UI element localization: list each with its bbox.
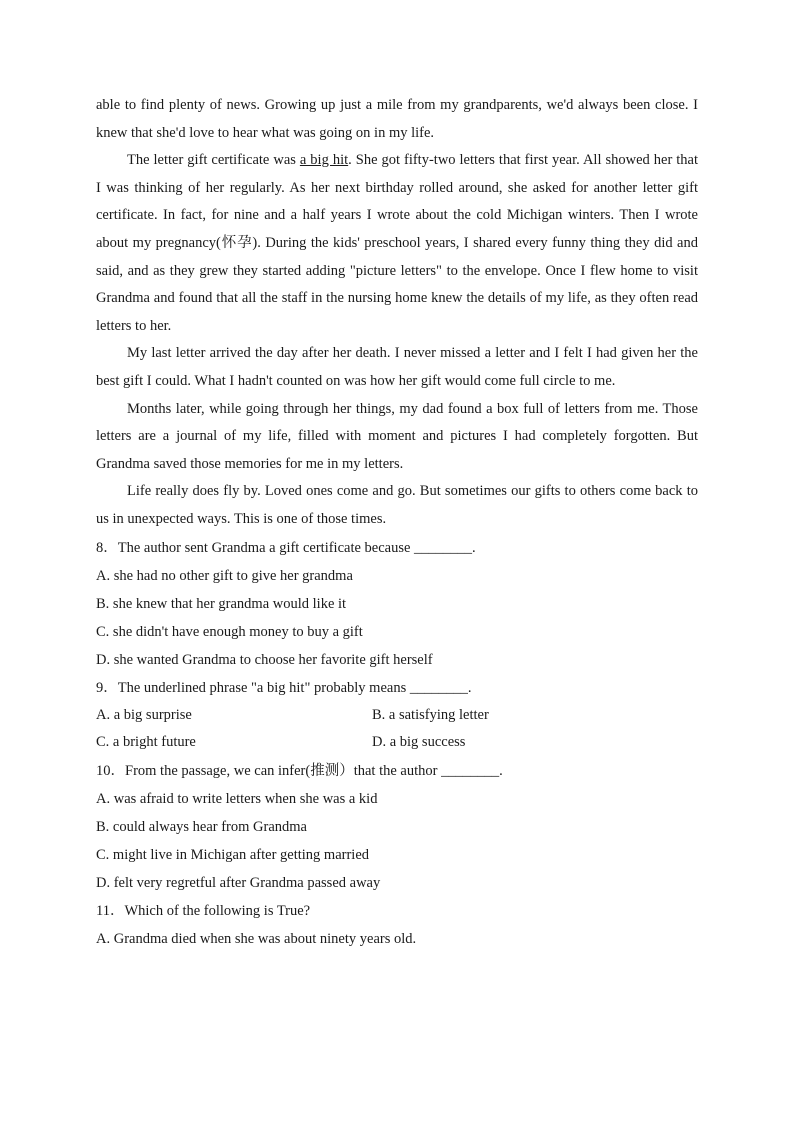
document-page [96, 92, 698, 953]
passage-paragraph-2 [96, 147, 698, 340]
question-9-option-d: D. a big success [372, 734, 466, 750]
question-9-option-c: C. a bright future [96, 734, 196, 750]
question-9-option-b: B. a satisfying letter [372, 706, 489, 723]
passage-text: The letter gift certificate was [127, 152, 300, 169]
passage-paragraph-3: My last letter arrived the day after her death. I never missed a letter and I felt I had given her the best gift I could. What I hadn't counted on was how her gift would come full circle to me. [96, 345, 698, 389]
question-8-option-c: C. she didn't have enough money to buy a gift [96, 623, 363, 640]
question-9-stem: 9．The underlined phrase "a big hit" probably means ________. [96, 679, 472, 696]
question-10-option-c: C. might live in Michigan after getting married [96, 846, 370, 863]
passage-paragraph-4: Months later, while going through her things, my dad found a box full of letters from me. Those letters are a journal of my life, filled with moment and pictures I had completely forgotten. But Grandma saved those memories for me in my letters. [96, 400, 698, 472]
question-10-option-d: D. felt very regretful after Grandma passed away [96, 874, 381, 891]
passage-paragraph-1: able to find plenty of news. Growing up just a mile from my grandparents, we'd always been close. I knew that she'd love to hear what was going on in my life. [96, 97, 698, 141]
question-11-stem: 11．Which of the following is True? [96, 902, 311, 919]
question-9-options-row-1 [96, 702, 698, 730]
question-9-options-row-2 [96, 729, 698, 757]
question-9-option-a: A. a big surprise [96, 706, 192, 723]
question-10-stem: 10．From the passage, we can infer(推测）that the author ________. [96, 762, 503, 779]
passage-paragraph-5: Life really does fly by. Loved ones come and go. But sometimes our gifts to others come back to us in unexpected ways. This is one of those times. [96, 483, 698, 527]
question-11-option-a: A. Grandma died when she was about ninety years old. [96, 930, 417, 947]
question-10-option-b: B. could always hear from Grandma [96, 818, 307, 835]
question-10-option-a: A. was afraid to write letters when she was a kid [96, 790, 378, 807]
question-8-option-a: A. she had no other gift to give her grandma [96, 567, 353, 584]
question-8-stem: 8．The author sent Grandma a gift certificate because ________. [96, 539, 476, 556]
question-8-option-d: D. she wanted Grandma to choose her favorite gift herself [96, 651, 433, 668]
passage-text: . She got fifty-two letters that first year. All showed her that I was thinking of her regularly. As her next birthday rolled around, she asked for another letter gift certificate. In fact, for nine and a half years I wrote about the cold Michigan winters. Then I wrote about my pregnancy(怀孕). During the kids' preschool years, I shared every funny thing they did and said, and as they grew they started adding "picture letters" to the envelope. Once I flew home to visit Grandma and found that all the staff in the nursing home knew the details of my life, as they often read letters to her. [96, 152, 698, 334]
question-8-option-b: B. she knew that her grandma would like it [96, 595, 347, 612]
underlined-phrase: a big hit [299, 152, 349, 169]
